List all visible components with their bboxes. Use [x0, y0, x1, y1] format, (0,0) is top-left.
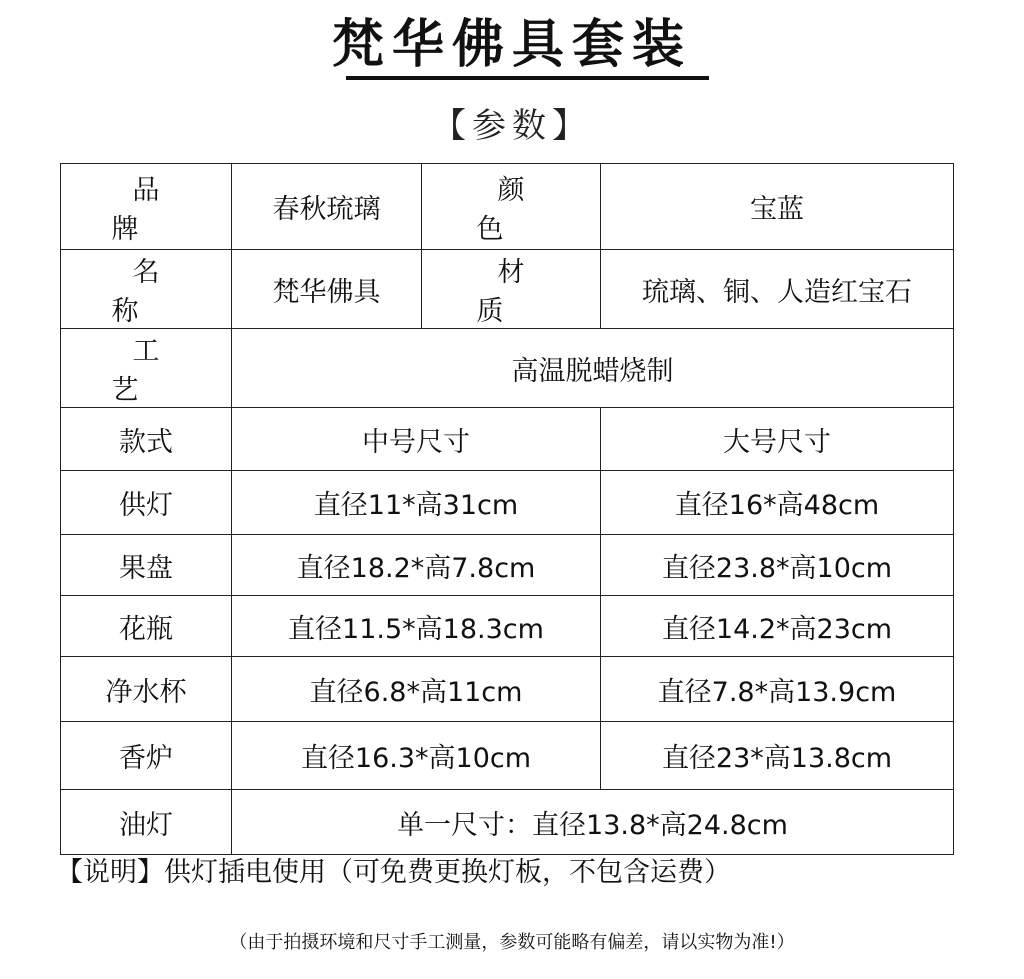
style-header: 款式 — [61, 408, 232, 471]
name-value: 梵华佛具 — [232, 250, 422, 329]
brand-value: 春秋琉璃 — [232, 164, 422, 250]
table-row — [61, 535, 954, 596]
medium-size-header: 中号尺寸 — [232, 408, 601, 471]
large-size-value: 直径16*高48cm — [601, 471, 954, 535]
medium-size-value: 直径18.2*高7.8cm — [232, 535, 601, 596]
large-size-header: 大号尺寸 — [601, 408, 954, 471]
table-row — [61, 408, 954, 471]
color-label: 颜 色 — [422, 164, 601, 250]
item-name: 香炉 — [61, 722, 232, 790]
title-underline — [346, 76, 709, 80]
section-heading: 【参数】 — [432, 106, 592, 146]
large-size-value: 直径14.2*高23cm — [601, 596, 954, 657]
page-title: 梵华佛具套装 — [331, 14, 692, 75]
material-value: 琉璃、铜、人造红宝石 — [601, 250, 954, 329]
large-size-value: 直径7.8*高13.9cm — [601, 657, 954, 722]
craft-value: 高温脱蜡烧制 — [232, 329, 954, 408]
item-name: 花瓶 — [61, 596, 232, 657]
medium-size-value: 直径11*高31cm — [232, 471, 601, 535]
table-row — [61, 790, 954, 855]
table-row — [61, 250, 954, 329]
medium-size-value: 直径11.5*高18.3cm — [232, 596, 601, 657]
table-row — [61, 722, 954, 790]
item-name: 净水杯 — [61, 657, 232, 722]
single-size-value: 单一尺寸：直径13.8*高24.8cm — [232, 790, 954, 855]
parameters-table — [60, 163, 954, 855]
measurement-disclaimer: （由于拍摄环境和尺寸手工测量，参数可能略有偏差，请以实物为准!） — [229, 932, 795, 953]
medium-size-value: 直径6.8*高11cm — [232, 657, 601, 722]
craft-label: 工 艺 — [61, 329, 232, 408]
material-label: 材 质 — [422, 250, 601, 329]
brand-label: 品 牌 — [61, 164, 232, 250]
medium-size-value: 直径16.3*高10cm — [232, 722, 601, 790]
table-row — [61, 471, 954, 535]
color-value: 宝蓝 — [601, 164, 954, 250]
table-row — [61, 596, 954, 657]
table-row — [61, 164, 954, 250]
table-row — [61, 329, 954, 408]
item-name: 油灯 — [61, 790, 232, 855]
large-size-value: 直径23*高13.8cm — [601, 722, 954, 790]
item-name: 供灯 — [61, 471, 232, 535]
large-size-value: 直径23.8*高10cm — [601, 535, 954, 596]
item-name: 果盘 — [61, 535, 232, 596]
table-row — [61, 657, 954, 722]
name-label: 名 称 — [61, 250, 232, 329]
usage-note: 【说明】供灯插电使用（可免费更换灯板，不包含运费） — [56, 857, 731, 888]
